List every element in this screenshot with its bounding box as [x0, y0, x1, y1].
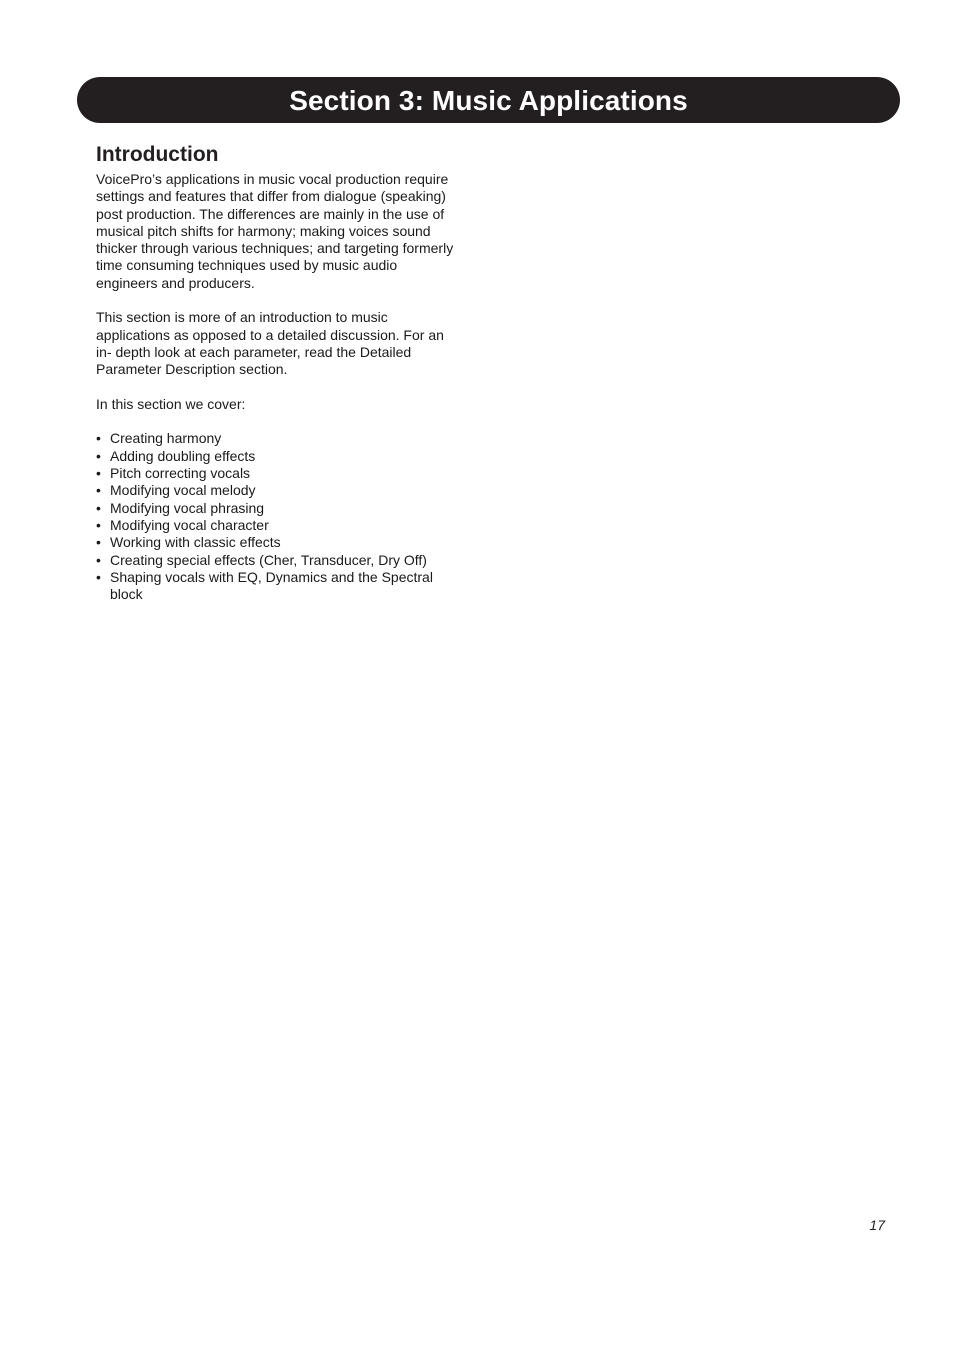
bullet-icon: •: [96, 465, 101, 482]
list-item-text: Shaping vocals with EQ, Dynamics and the Spectral block: [110, 568, 433, 603]
bullet-icon: •: [96, 534, 101, 551]
list-item: [96, 482, 476, 499]
intro-paragraph-3: In this section we cover:: [96, 395, 246, 412]
page-number: 17: [869, 1217, 885, 1233]
list-item: [96, 517, 476, 534]
bullet-icon: •: [96, 568, 101, 585]
intro-heading: Introduction: [96, 143, 219, 166]
list-item-text: Working with classic effects: [110, 534, 281, 551]
list-item-text: Modifying vocal character: [110, 516, 269, 533]
bullet-icon: •: [96, 430, 101, 447]
list-item: [96, 465, 476, 482]
list-item: [96, 534, 476, 551]
list-item-text: Modifying vocal phrasing: [110, 499, 265, 516]
list-item: [96, 448, 476, 465]
list-item-text: Pitch correcting vocals: [110, 465, 251, 482]
intro-paragraph-2: This section is more of an introduction to music applications as opposed to a detailed discussion. For an in- depth look at each parameter, read the Detailed Parameter Description section.: [96, 309, 444, 378]
topics-list: [96, 430, 476, 603]
list-item: [96, 430, 476, 447]
intro-paragraph-1: VoicePro’s applications in music vocal production require settings and features that differ from dialogue (speaking) post production. The differences are mainly in the use of musical pitch shifts for harmony; making voices sound thicker through various techniques; and targeting formerly time consuming techniques used by music audio engineers and producers.: [96, 171, 454, 291]
bullet-icon: •: [96, 516, 101, 533]
list-item: [96, 569, 476, 604]
section-banner: [77, 77, 900, 123]
list-item-text: Modifying vocal melody: [110, 482, 256, 499]
list-item: [96, 552, 476, 569]
intro-content: [96, 141, 476, 603]
list-item-text: Creating special effects (Cher, Transducer, Dry Off): [110, 551, 427, 568]
list-item: [96, 500, 476, 517]
bullet-icon: •: [96, 482, 101, 499]
bullet-icon: •: [96, 551, 101, 568]
section-title: Section 3: Music Applications: [289, 85, 688, 116]
bullet-icon: •: [96, 447, 101, 464]
list-item-text: Creating harmony: [110, 430, 222, 447]
bullet-icon: •: [96, 499, 101, 516]
list-item-text: Adding doubling effects: [110, 447, 256, 464]
